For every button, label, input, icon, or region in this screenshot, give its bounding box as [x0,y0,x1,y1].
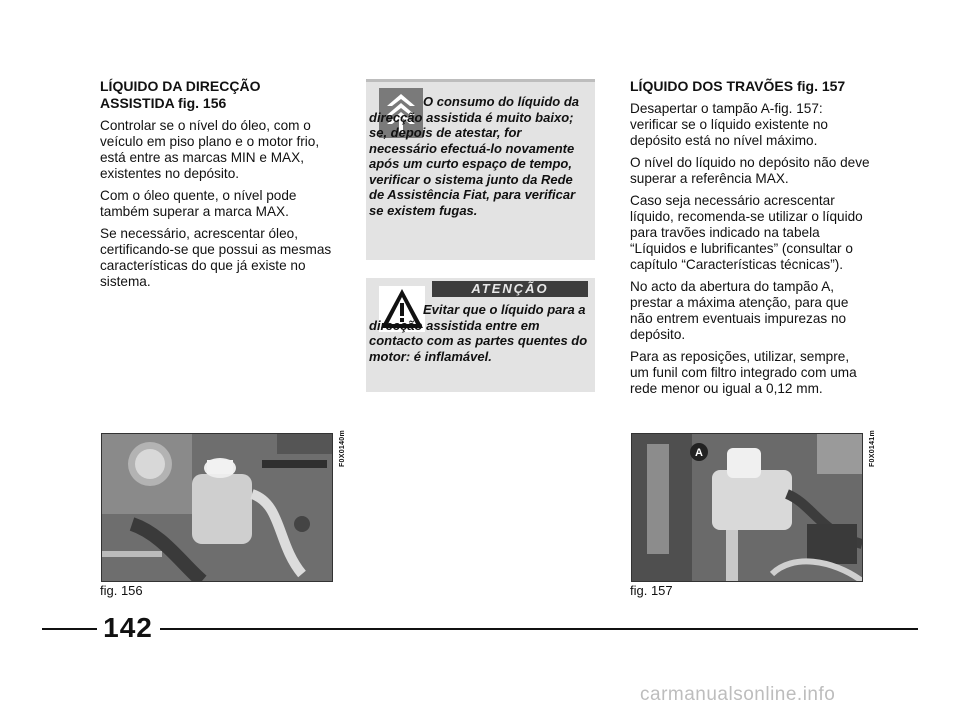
figure-code: F0X0140m [339,430,346,468]
paragraph: O nível do líquido no depósito não deve superar a referência MAX. [630,155,870,186]
paragraph: Se necessário, acrescentar óleo, certificando-se que possui as mesmas características do que já existe no sistema. [100,226,332,289]
figure-code: F0X0141m [869,430,876,468]
paragraph: Controlar se o nível do óleo, com o veículo em piso plano e o motor frio, está entre as marcas MIN e MAX, existentes no depósito. [100,118,320,181]
attention-label: ATENÇÃO [432,281,588,297]
figure-label: fig. 156 [100,583,143,598]
paragraph: Para as reposições, utilizar, sempre, um funil com filtro integrado com uma rede menor ou igual a 0,12 mm. [630,349,857,396]
environment-note-text: O consumo do líquido da direcção assistida é muito baixo; se, depois de atestar, for necessário efectuá-lo novamente após um curto espaço de tempo, verificar o sistema junto da Rede de Assistência Fiat, para verificar se existem fugas. [369,94,579,218]
brake-fluid-section [630,78,870,403]
page-number: 142 [103,612,153,643]
footer-rule-left [42,628,97,630]
figure-label: fig. 157 [630,583,673,598]
engine-photo-fig157 [631,433,863,582]
power-steering-heading: LÍQUIDO DA DIRECÇÃO ASSISTIDA fig. 156 [100,78,261,111]
brake-fluid-heading: LÍQUIDO DOS TRAVÕES fig. 157 [630,78,846,94]
watermark: carmanualsonline.info [640,684,836,705]
footer-rule-right [160,628,918,630]
warning-note-box [366,278,595,392]
power-steering-fluid-section [100,78,332,296]
warning-note-text: Evitar que o líquido para a direcção assistida entre em contacto com as partes quentes do motor: é inflamável. [369,302,588,364]
paragraph: No acto da abertura do tampão A, prestar a máxima atenção, para que não entrem eventuais impurezas no depósito. [630,279,849,342]
engine-photo-fig156 [101,433,333,582]
paragraph: Desapertar o tampão A-fig. 157: verificar se o líquido existente no depósito está no nível máximo. [630,101,828,148]
paragraph: Caso seja necessário acrescentar líquido, recomenda-se utilizar o líquido para travões indicado na tabela “Líquidos e lubrificantes” (consultar o capítulo “Características técnicas”). [630,193,863,272]
paragraph: Com o óleo quente, o nível pode também superar a marca MAX. [100,188,297,219]
callout-marker-a: A [695,447,703,459]
environment-note-box [366,79,595,260]
